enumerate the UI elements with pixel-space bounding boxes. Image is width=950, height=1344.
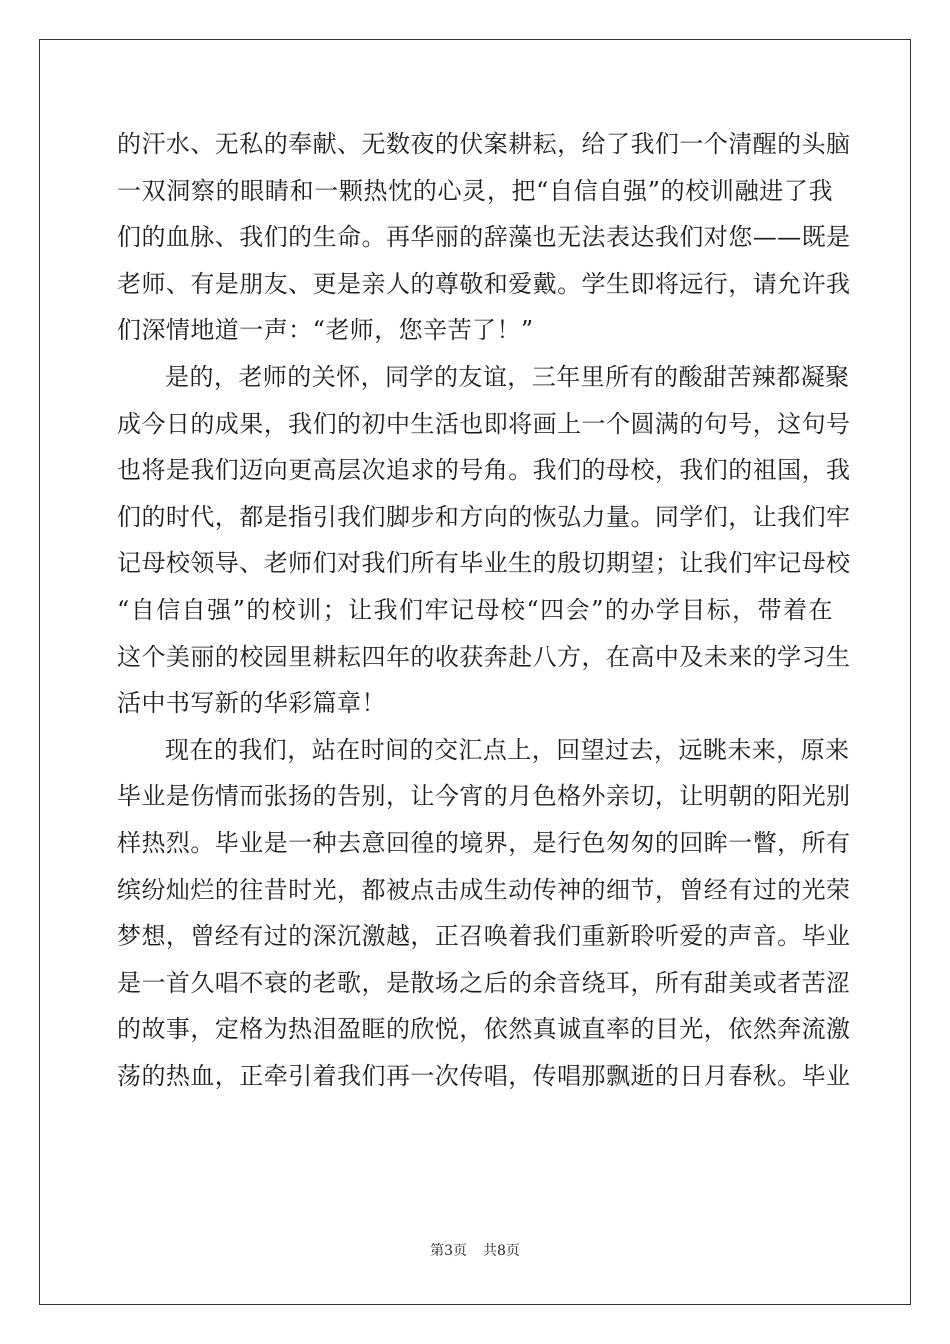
text-line: 们的血脉、我们的生命。再华丽的辞藻也无法表达我们对您——既是 — [117, 223, 851, 252]
document-body — [117, 121, 851, 1099]
text-line: 毕业是伤情而张扬的告别，让今宵的月色格外亲切，让明朝的阳光别 — [117, 782, 851, 811]
text-line: 老师、有是朋友、更是亲人的尊敬和爱戴。学生即将远行，请允许我 — [117, 269, 851, 298]
text-line: 现在的我们，站在时间的交汇点上，回望过去，远眺未来，原来 — [165, 735, 850, 764]
page-footer — [0, 1241, 950, 1261]
text-line: 成今日的成果，我们的初中生活也即将画上一个圆满的句号，这句号 — [117, 409, 851, 438]
text-line: 梦想，曾经有过的深沉激越，正召唤着我们重新聆听爱的声音。毕业 — [117, 922, 851, 951]
text-line: 样热烈。毕业是一种去意回徨的境界，是行色匆匆的回眸一瞥，所有 — [117, 828, 851, 857]
text-line: 的故事，定格为热泪盈眶的欣悦，依然真诚直率的目光，依然奔流激 — [117, 1015, 851, 1044]
text-line: 一双洞察的眼睛和一颗热忱的心灵，把“自信自强”的校训融进了我 — [117, 176, 833, 205]
text-line: 们深情地道一声：“老师，您辛苦了！” — [117, 316, 534, 345]
text-line: 是的，老师的关怀，同学的友谊，三年里所有的酸甜苦辣都凝聚 — [165, 362, 850, 391]
text-line: 记母校领导、老师们对我们所有毕业生的殷切期望；让我们牢记母校 — [117, 549, 851, 578]
text-line: 这个美丽的校园里耕耘四年的收获奔赴八方，在高中及未来的学习生 — [117, 642, 851, 671]
text-line: 缤纷灿烂的往昔时光，都被点击成生动传神的细节，曾经有过的光荣 — [117, 875, 851, 904]
text-line: 活中书写新的华彩篇章！ — [117, 689, 386, 718]
text-line: 荡的热血，正牵引着我们再一次传唱，传唱那飘逝的日月春秋。毕业 — [117, 1061, 851, 1090]
text-line: 的汗水、无私的奉献、无数夜的伏案耕耘，给了我们一个清醒的头脑 — [117, 130, 851, 158]
text-line: 是一首久唱不衰的老歌，是散场之后的余音绕耳，所有甜美或者苦涩 — [117, 968, 851, 997]
text-line: 也将是我们迈向更高层次追求的号角。我们的母校，我们的祖国，我 — [117, 456, 851, 485]
page-total: 共8页 — [483, 1243, 520, 1259]
text-line: “自信自强”的校训；让我们牢记母校“四会”的办学目标，带着在 — [117, 595, 833, 624]
text-line: 们的时代，都是指引我们脚步和方向的恢弘力量。同学们，让我们牢 — [117, 502, 851, 531]
page-number: 第3页 — [430, 1243, 467, 1259]
